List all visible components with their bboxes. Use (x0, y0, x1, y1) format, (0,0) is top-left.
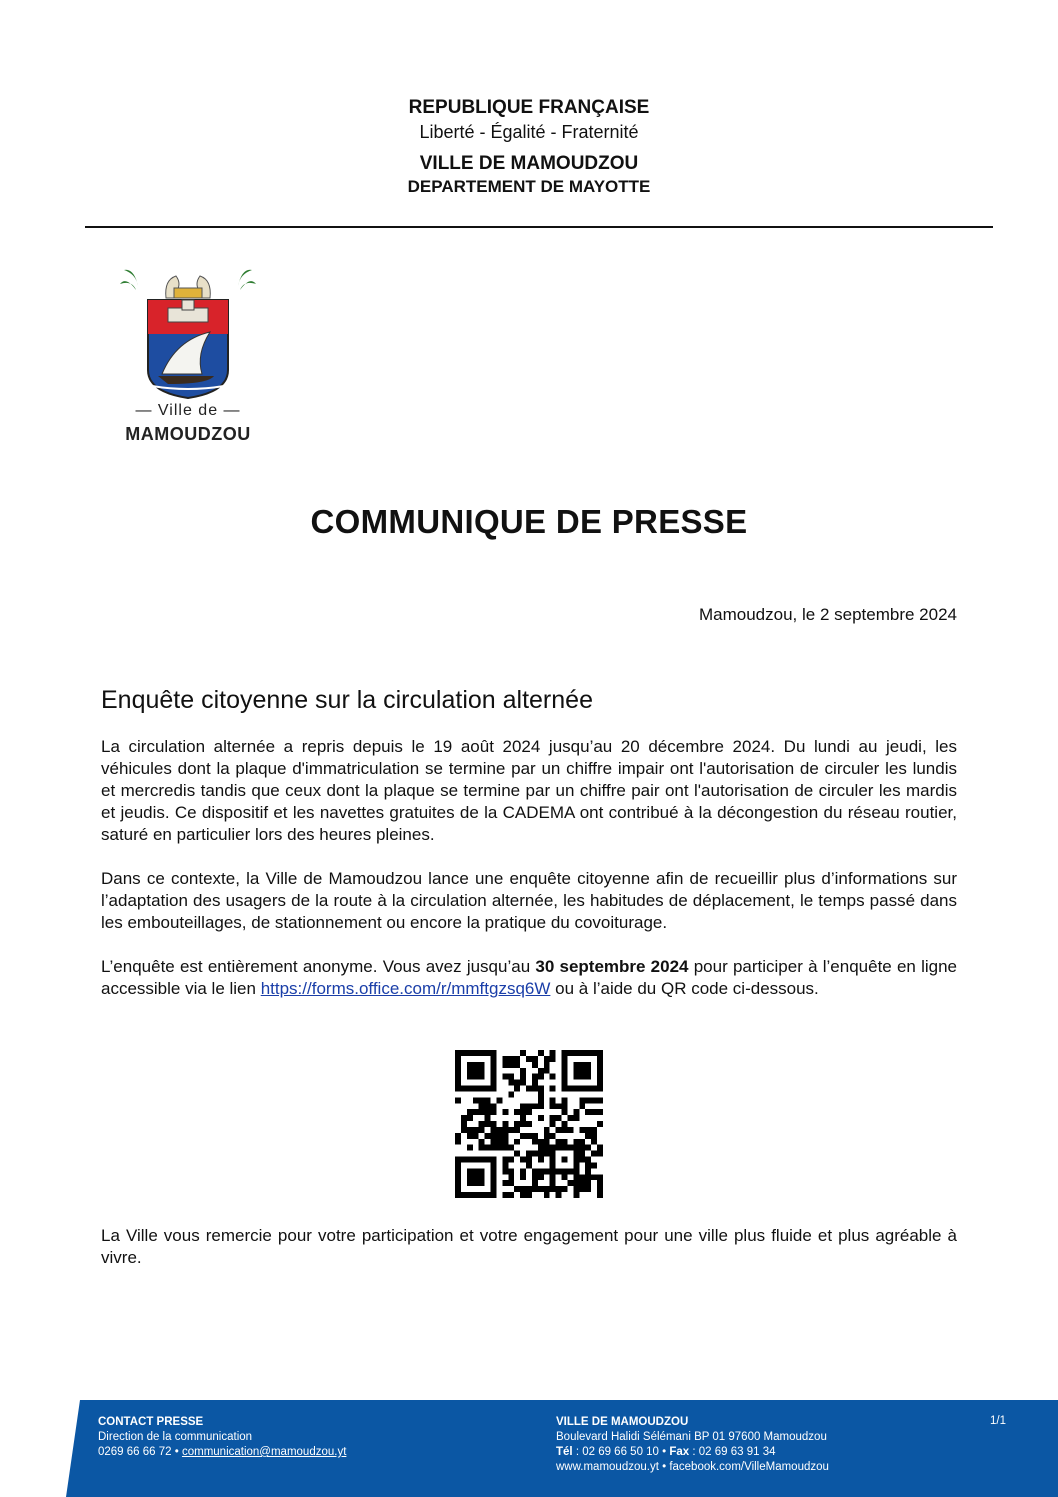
city-contact (556, 1415, 829, 1475)
closing-paragraph: La Ville vous remercie pour votre participation et votre engagement pour une ville plus fluide et plus agréable à vivre. (101, 1226, 957, 1267)
contact-email-link[interactable]: communication@mamoudzou.yt (181, 1446, 347, 1458)
header-divider (85, 226, 993, 228)
logo-city-name: MAMOUDZOU (125, 424, 251, 444)
contact-department: Direction de la communication (98, 1431, 253, 1443)
city-contact-title: VILLE DE MAMOUDZOU (556, 1416, 689, 1428)
paragraph-3-text-c: ou à l’aide du QR code ci-dessous. (550, 979, 819, 998)
tel-label: Tél (556, 1446, 573, 1458)
date-line: Mamoudzou, le 2 septembre 2024 (699, 605, 957, 624)
department-name: DEPARTEMENT DE MAYOTTE (407, 177, 651, 196)
republic-motto: Liberté - Égalité - Fraternité (419, 122, 639, 142)
survey-link[interactable]: https://forms.office.com/r/mmftgzsq6W (260, 979, 551, 998)
contact-title: CONTACT PRESSE (98, 1416, 204, 1428)
republic-title: REPUBLIQUE FRANÇAISE (408, 97, 650, 118)
deadline-date: 30 septembre 2024 (535, 957, 689, 976)
phone-fax-line (556, 1445, 829, 1460)
logo-city-prefix: — Ville de — (135, 402, 241, 419)
press-contact (98, 1415, 346, 1460)
city-name: VILLE DE MAMOUDZOU (419, 153, 639, 174)
letterhead (0, 96, 1058, 198)
page-number: 1/1 (990, 1415, 1006, 1427)
paragraph-1: La circulation alternée a repris depuis le 19 août 2024 jusqu’au 20 décembre 2024. Du lundi au jeudi, les véhicules dont la plaque d'immatriculation se termine par un chiffre impair ont l'autorisation de circuler les lundis et mercredis tandis que ceux dont la plaque se termine par un chiffre pair ont l'autorisation de circuler les mardis et jeudis. Ce dispositif et les navettes gratuites de la CADEMA ont contribué à la décongestion du réseau routier, saturé en particulier lors des heures pleines. (101, 737, 957, 844)
fax-label: Fax (669, 1446, 690, 1458)
coat-of-arms-icon (118, 262, 258, 402)
tel-value: : 02 69 66 50 10 • (572, 1446, 670, 1458)
city-logo (118, 262, 258, 458)
document-title: COMMUNIQUE DE PRESSE (310, 503, 748, 540)
qr-code-icon[interactable] (455, 1050, 603, 1198)
footer (0, 1400, 1058, 1497)
web-links: www.mamoudzou.yt • facebook.com/VilleMamoudzou (556, 1461, 829, 1473)
paragraph-3-text-a: L’enquête est entièrement anonyme. Vous avez jusqu’au (101, 957, 536, 976)
fax-value: : 02 69 63 91 34 (689, 1446, 776, 1458)
paragraph-3 (101, 956, 957, 1000)
contact-line (98, 1445, 346, 1460)
article-heading: Enquête citoyenne sur la circulation alternée (101, 686, 593, 714)
paragraph-2: Dans ce contexte, la Ville de Mamoudzou lance une enquête citoyenne afin de recueillir plus d’informations sur l’adaptation des usagers de la route à la circulation alternée, les habitudes de déplacement, le temps passé dans les embouteillages, de stationnement ou encore la pratique du covoiturage. (101, 869, 957, 932)
contact-phone: 0269 66 66 72 • (98, 1446, 182, 1458)
article-body (101, 684, 957, 1022)
paragraph-3-text-b: pour participer à l’enquête en ligne accessible via le lien (101, 957, 958, 998)
city-address: Boulevard Halidi Sélémani BP 01 97600 Mamoudzou (556, 1431, 827, 1443)
